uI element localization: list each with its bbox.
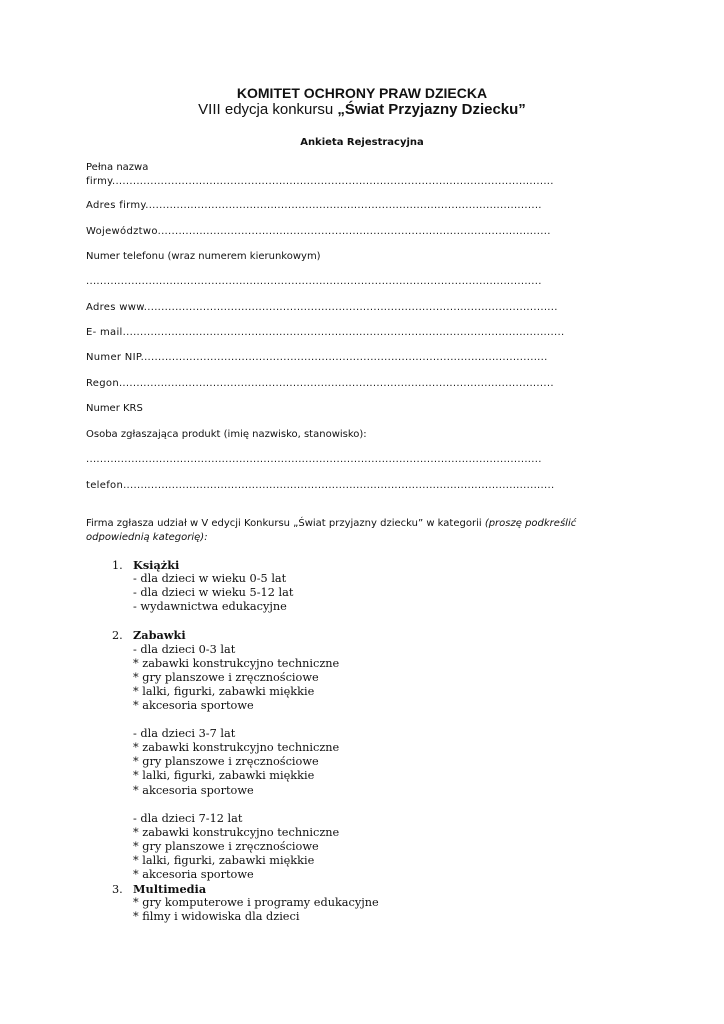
category-toys[interactable] (112, 628, 379, 642)
company-name-field[interactable]: firmy............................................................................................................................... (86, 176, 554, 187)
list-item[interactable]: - dla dzieci 3-7 lat (133, 727, 236, 741)
contest-title (0, 101, 724, 118)
category-number: 2. (112, 629, 123, 643)
list-item[interactable]: - dla dzieci 7-12 lat (133, 811, 243, 825)
list-item[interactable]: * filmy i widowiska dla dzieci (133, 910, 300, 924)
list-item[interactable]: - dla dzieci w wieku 5-12 lat (133, 586, 294, 600)
list-item[interactable]: * lalki, figurki, zabawki miękkie (133, 853, 315, 867)
list-item[interactable]: * gry planszowe i zręcznościowe (133, 755, 319, 769)
company-address-field[interactable]: Adres firmy.................................................................................................................. (86, 200, 542, 211)
category-multimedia[interactable] (112, 882, 379, 896)
contest-name: „Świat Przyjazny Dziecku” (337, 101, 526, 118)
category-title: Multimedia (133, 882, 207, 897)
list-item[interactable]: * lalki, figurki, zabawki miękkie (133, 684, 315, 698)
category-intro (86, 517, 606, 545)
list-item[interactable]: * zabawki konstrukcyjno techniczne (133, 825, 340, 839)
form-title: Ankieta Rejestracyjna (300, 137, 424, 148)
list-item[interactable]: - dla dzieci 0-3 lat (133, 642, 236, 656)
list-item[interactable]: * zabawki konstrukcyjno techniczne (133, 656, 340, 670)
intro-text: Firma zgłasza udział w V edycji Konkursu „Świat przyjazny dziecku” w kategorii (86, 518, 485, 529)
contact-phone-field[interactable]: telefon............................................................................................................................ (86, 480, 555, 491)
province-field[interactable]: Województwo................................................................................................................. (86, 226, 551, 237)
list-item[interactable]: * gry komputerowe i programy edukacyjne (133, 896, 379, 910)
krs-label: Numer KRS (86, 403, 143, 414)
www-field[interactable]: Adres www....................................................................................................................... (86, 302, 558, 313)
category-books[interactable] (112, 558, 379, 572)
intro-note: (proszę podkreślić odpowiednią kategorię): (86, 518, 577, 543)
category-title: Zabawki (133, 628, 186, 643)
organization-title: KOMITET OCHRONY PRAW DZIECKA (236, 85, 488, 101)
category-number: 1. (112, 559, 123, 572)
edition-text: VIII edycja konkursu (198, 101, 338, 118)
list-item[interactable]: - dla dzieci w wieku 0-5 lat (133, 572, 287, 586)
phone-label: Numer telefonu (wraz numerem kierunkowym) (86, 251, 321, 262)
list-item[interactable]: * akcesoria sportowe (133, 783, 254, 797)
list-item[interactable]: * gry planszowe i zręcznościowe (133, 670, 319, 684)
email-field[interactable]: E- mail............................................................................................................................... (86, 327, 565, 338)
phone-field[interactable]: ................................................................................................................................... (86, 276, 542, 287)
list-item[interactable]: - wydawnictwa edukacyjne (133, 600, 287, 614)
list-item[interactable]: * akcesoria sportowe (133, 698, 254, 712)
category-title: Książki (133, 558, 180, 572)
category-list (112, 558, 379, 924)
company-name-label: Pełna nazwa (86, 162, 149, 173)
regon-field[interactable]: Regon............................................................................................................................. (86, 378, 554, 389)
list-item[interactable]: * lalki, figurki, zabawki miękkie (133, 769, 315, 783)
category-number: 3. (112, 883, 123, 897)
contact-person-field[interactable]: ................................................................................................................................... (86, 454, 542, 465)
list-item[interactable]: * akcesoria sportowe (133, 868, 254, 882)
list-item[interactable]: * gry planszowe i zręcznościowe (133, 839, 319, 853)
contact-person-label: Osoba zgłaszająca produkt (imię nazwisko, stanowisko): (86, 429, 367, 440)
list-item[interactable]: * zabawki konstrukcyjno techniczne (133, 741, 340, 755)
nip-field[interactable]: Numer NIP..................................................................................................................... (86, 352, 548, 363)
